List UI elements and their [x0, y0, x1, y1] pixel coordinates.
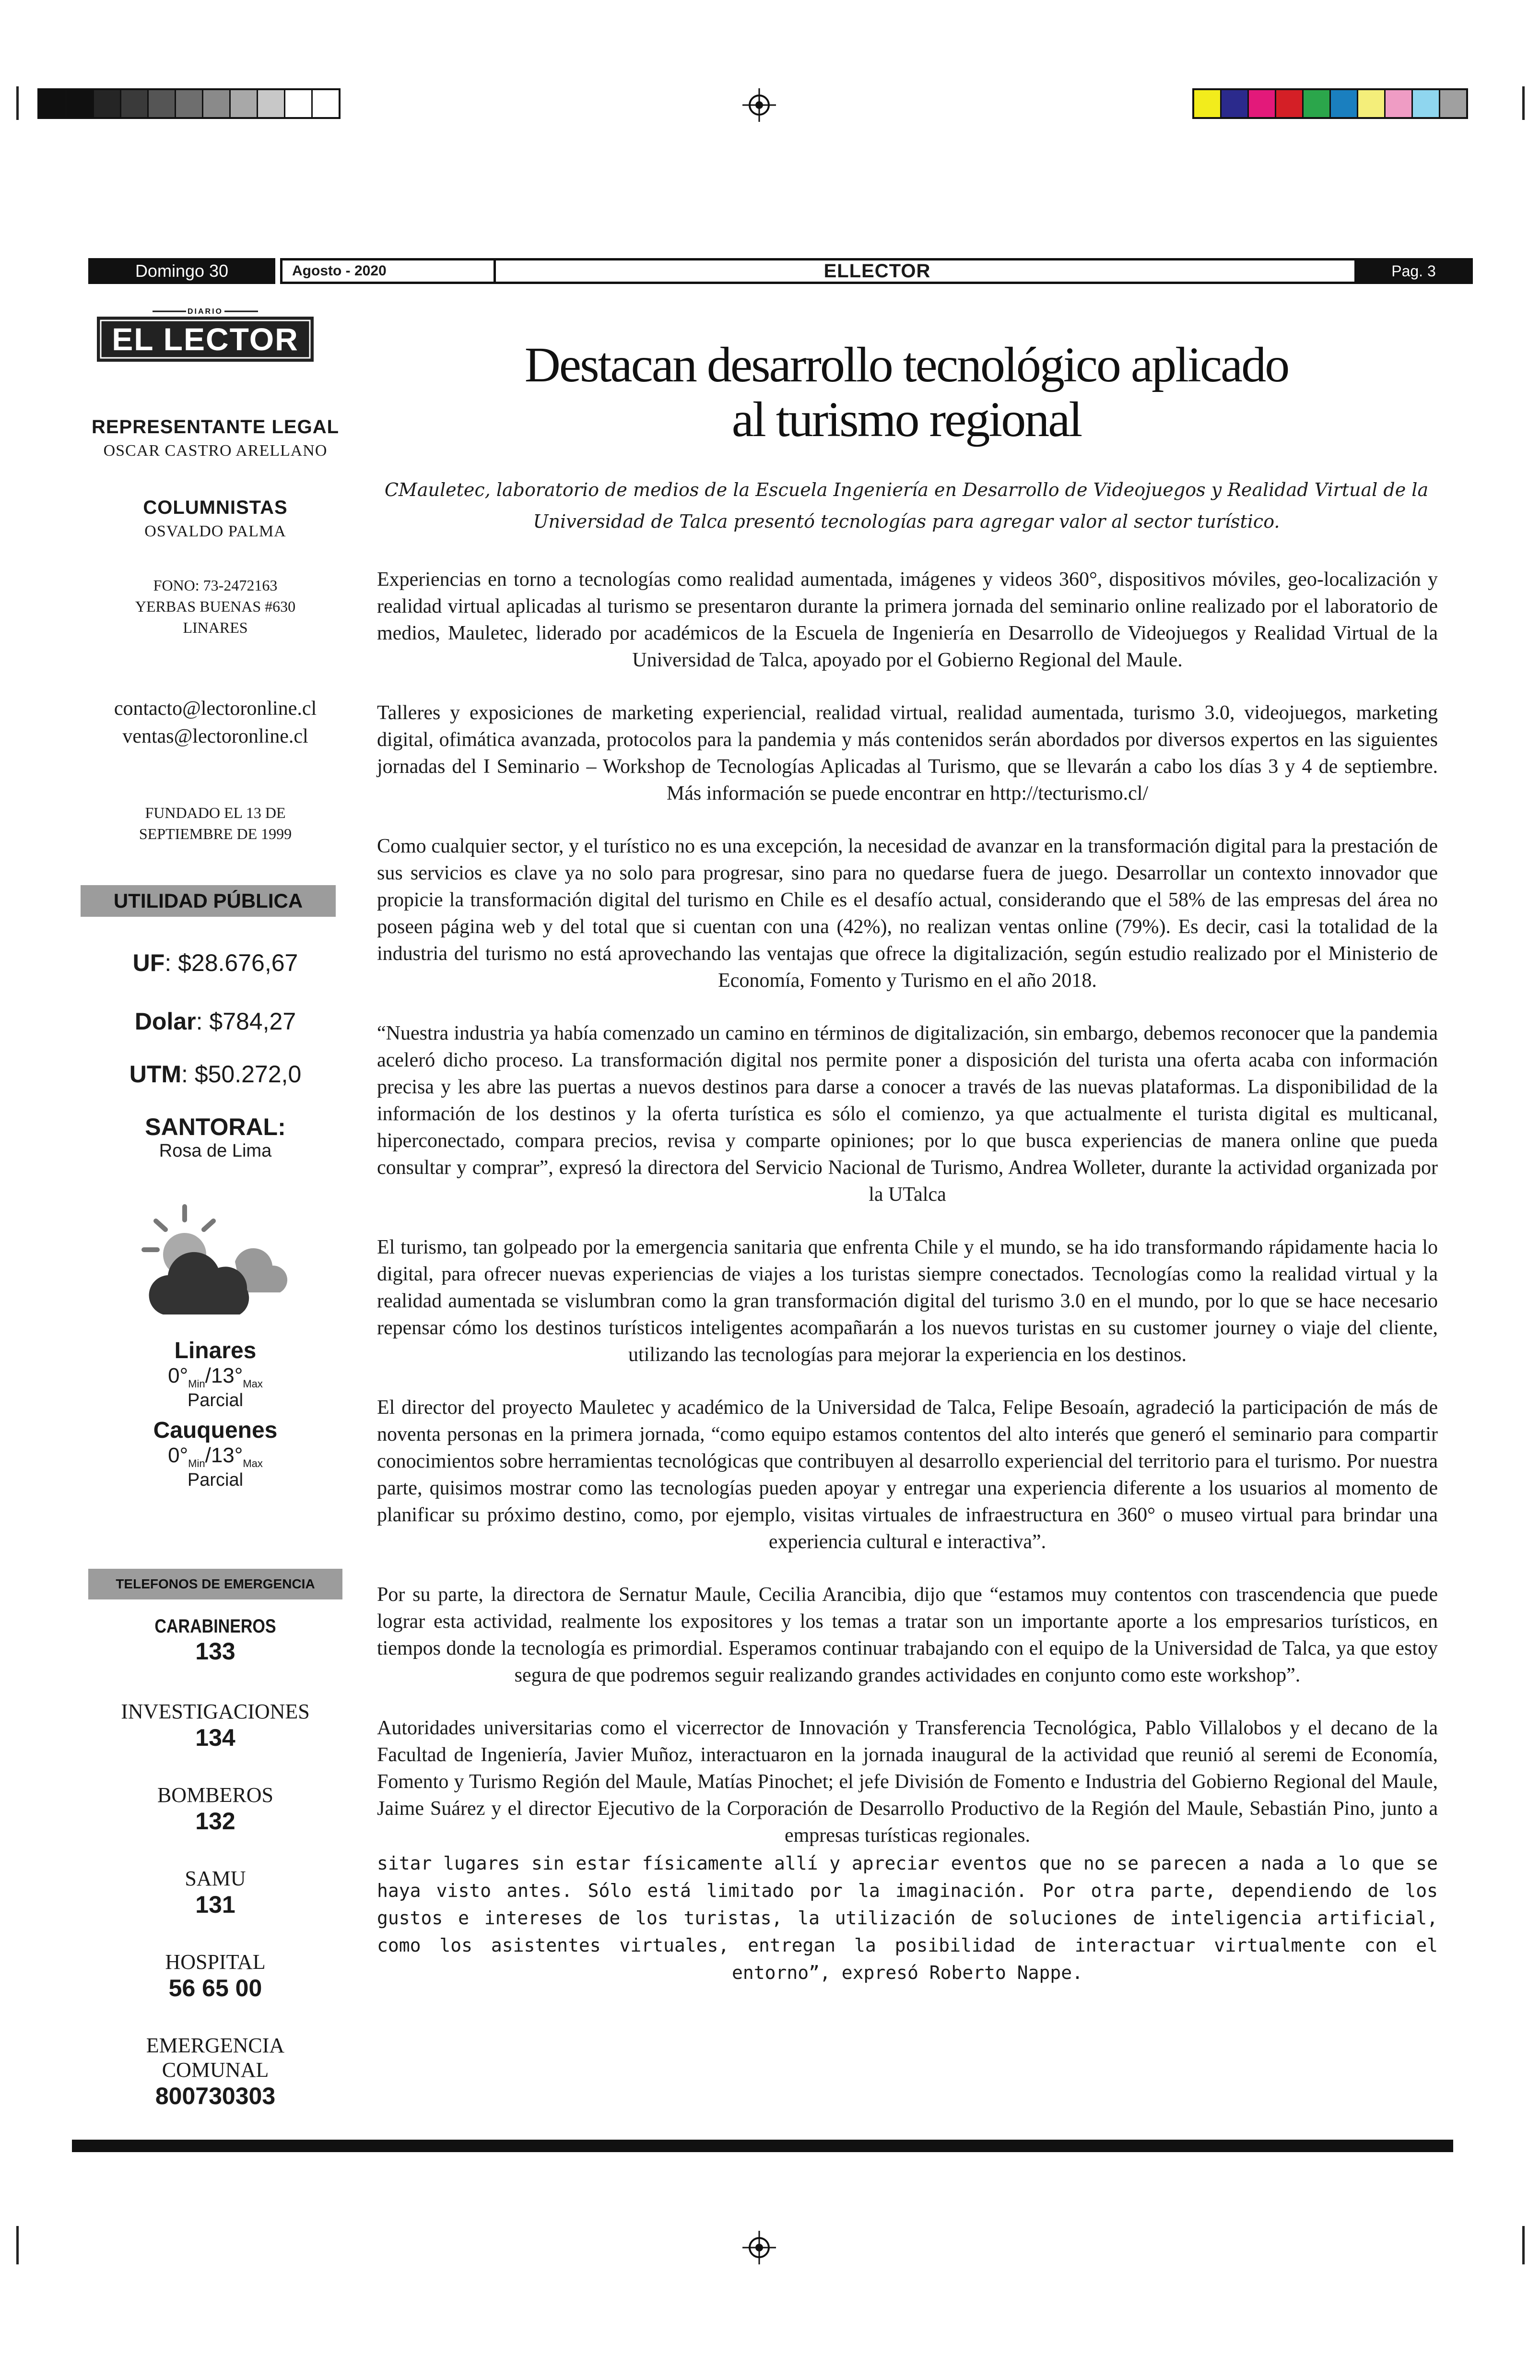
emergency-label: BOMBEROS [157, 1783, 274, 1807]
header-page-number: Pag. 3 [1354, 258, 1473, 284]
utm-rate [88, 1060, 342, 1088]
article-paragraph: El director del proyecto Mauletec y académico de la Universidad de Talca, Felipe Besoaín, agradeció la participación de más de noventa personas en la primera jornada, “como equipo estamos contentos del alto interés que generó el seminario para compartir conocimientos sobre herramientas tecnológicas que contribuyen al desarrollo experiencial del territorio para el turismo. Por nuestra parte, quisimos mostrar como las tecnologías pueden apoyar y entregar una experiencia diferente a los usuarios al momento de planificar su próximo destino, como, por ejemplo, visitas virtuales de infraestructura en 360° o museo virtual para brindar una experiencia cultural e interactiva”. [377, 1397, 1438, 1553]
article-paragraph-continuation: sitar lugares sin estar físicamente allí y apreciar eventos que no se parecen a nada a lo que se haya visto antes. Sólo está limitado por la imaginación. Por otra parte, dependiendo de los gustos e intereses de los turistas, la utilización de soluciones de inteligencia artificial, como los asistentes virtuales, entregan la posibilidad de interactuar virtualmente con el entorno”, expresó Roberto Nappe. [377, 1853, 1438, 1983]
calibration-swatch [231, 90, 258, 117]
calibration-swatch [67, 90, 94, 117]
emergency-number: 131 [195, 1891, 235, 1918]
logo-text: EL LECTOR [112, 321, 299, 357]
contact-address: YERBAS BUENAS #630 [135, 598, 296, 615]
emergency-item [88, 1866, 342, 1918]
weather-city: Linares [174, 1338, 257, 1363]
emergency-label: SAMU [185, 1867, 246, 1890]
columnist-name: OSVALDO PALMA [144, 522, 286, 540]
weather-condition: Parcial [187, 1390, 244, 1410]
contact-city: LINARES [183, 619, 248, 636]
article-paragraph: Autoridades universitarias como el vicerrector de Innovación y Transferencia Tecnológica, Pablo Villalobos y el decano de la Facultad de Ingeniería, Javier Muñoz, interactuaron en la jornada inaugural de la actividad que reunió al seremi de Economía, Fomento y Turismo Región del Maule, Matías Pinochet; el jefe División de Fomento e Industria del Gobierno Regional del Maule, Jaime Suárez y el director Ejecutivo de la Corporación de Desarrollo Productivo de la Región del Maule, Sebastián Pino, junto a empresas turísticas regionales. [377, 1717, 1438, 1847]
article-paragraph: Por su parte, la directora de Sernatur Maule, Cecilia Arancibia, dijo que “estamos muy contentos con trascendencia que puede lograr esta actividad, realmente los expositores y los temas a tratar son un importante aporte a los empresarios turísticos, en tiempos donde la tecnología es primordial. Esperamos continuar trabajando con el equipo de la Universidad de Talca, ya que estoy segura de que podremos seguir realizando grandes actividades en conjunto como este workshop”. [377, 1584, 1438, 1686]
calibration-swatch [1413, 90, 1440, 117]
partly-cloudy-weather-icon [134, 1202, 302, 1326]
header-paper-name: ELLECTOR [496, 258, 1441, 284]
article-paragraph: El turismo, tan golpeado por la emergencia sanitaria que enfrenta Chile y el mundo, se ha ido transformando rápidamente hacia lo digital, para ofrecer nuevas experiencias de viajes a los turistas siempre conectados. Tecnologías como la realidad virtual y la realidad aumentada se vislumbran como la gran transformación digital del turismo 3.0 en el mundo, por lo que se hace necesario repensar cómo los destinos turísticos inteligentes acompañarán a los nuevos turistas en su customer journey o viaje del cliente, utilizando las tecnologías para mejorar la experiencia en los destinos. [377, 1236, 1438, 1366]
emergency-item [88, 1950, 342, 2002]
emergency-number: 134 [195, 1724, 235, 1751]
el-lector-logo [95, 307, 316, 364]
header-date: Domingo 30 [88, 258, 275, 284]
article-title-line-1: Destacan desarrollo tecnológico aplicado [524, 337, 1289, 392]
dolar-label: Dolar [134, 1008, 196, 1035]
emergency-item [88, 1699, 342, 1752]
calibration-swatch [1331, 90, 1358, 117]
crop-mark-bottom-right [1522, 2226, 1525, 2264]
calibration-swatch [176, 90, 203, 117]
dolar-value: : $784,27 [196, 1008, 296, 1035]
registration-mark-icon [742, 2231, 776, 2264]
calibration-swatch [1194, 90, 1222, 117]
crop-mark-top-left [16, 86, 19, 120]
calibration-swatch [149, 90, 176, 117]
calibration-swatch [1304, 90, 1331, 117]
emergency-number: 133 [195, 1638, 235, 1665]
article-body [377, 566, 1438, 2013]
article-paragraph: “Nuestra industria ya había comenzado un camino en términos de digitalización, sin embargo, debemos reconocer que la pandemia aceleró dicho proceso. La transformación digital nos permite poner a disposición del turista una oferta acaba con información precisa y les abre las puertas a nuevos destinos para darse a conocer a través de las nuevas plataformas. La disponibilidad de la información de los destinos y la oferta turística es sólo el comienzo, ya que actualmente el turista digital es multicanal, hiperconectado, compara precios, revisa y comparte opiniones; por lo que busca experiencias de manera online que pueda consultar y comprar”, expresó la directora del Servicio Nacional de Turismo, Andrea Wolleter, durante la actividad organizada por la UTalca [377, 1022, 1438, 1206]
calibration-swatch [1249, 90, 1276, 117]
uf-label: UF [132, 949, 165, 976]
weather-linares [88, 1338, 342, 1411]
calibration-swatch [313, 90, 339, 117]
emergency-item [88, 2033, 342, 2110]
calibration-swatch [258, 90, 285, 117]
footer-rule [72, 2140, 1453, 2152]
columnists-heading: COLUMNISTAS [143, 497, 288, 518]
calibration-swatch [39, 90, 67, 117]
emergency-item [88, 1783, 342, 1835]
registration-mark-icon [742, 88, 776, 122]
emergency-phones-heading: TELEFONOS DE EMERGENCIA [88, 1569, 342, 1599]
emergency-label-line-2: COMUNAL [162, 2058, 269, 2082]
calibration-swatch [1386, 90, 1413, 117]
founded-line-2: SEPTIEMBRE DE 1999 [139, 825, 292, 842]
contact-phone: FONO: 73-2472163 [153, 577, 278, 594]
color-calibration-bar [1192, 88, 1468, 119]
grayscale-calibration-bar [37, 88, 341, 119]
article-title [422, 338, 1391, 447]
emergency-label: HOSPITAL [165, 1950, 266, 1974]
weather-temperature: $0^\circ_{Min}/13^\circ_{Max}$ [168, 1444, 263, 1469]
article-title-line-2: al turismo regional [731, 392, 1082, 447]
calibration-swatch [1276, 90, 1304, 117]
emergency-label: CARABINEROS [154, 1616, 276, 1637]
legal-representative-name: OSCAR CASTRO ARELLANO [103, 442, 328, 460]
uf-rate [88, 949, 342, 977]
article-paragraph: Talleres y exposiciones de marketing experiencial, realidad virtual, realidad aumentada, turismo 3.0, videojuegos, marketing digital, ofimática avanzada, protocolos para la pandemia y más contenidos serán abordados por diversos expertos en las siguientes jornadas del I Seminario – Workshop de Tecnologías Aplicadas al Turismo, que se llevarán a cabo los días 3 y 4 de septiembre. Más información se puede encontrar en http://tecturismo.cl/ [377, 702, 1438, 805]
calibration-swatch [285, 90, 313, 117]
logo-small-text: DIARIO [188, 308, 223, 316]
crop-mark-top-right [1522, 86, 1525, 120]
calibration-swatch [121, 90, 149, 117]
utm-label: UTM [129, 1061, 182, 1088]
weather-cauquenes [88, 1417, 342, 1491]
calibration-swatch [1440, 90, 1466, 117]
page-header-bar [88, 258, 1473, 284]
article-paragraph: Como cualquier sector, y el turístico no es una excepción, la necesidad de avanzar en la transformación digital para la prestación de sus servicios es clave ya no solo para progresar, sino para no quedarse fuera de juego. Desarrollar un contexto innovador que propicie la transformación digital del turismo en Chile es el desafío actual, considerando que el 58% de las empresas del área no poseen página web y del total que si cuentan con una (42%), no realizan ventas online (79%). Es decir, casi la totalidad de la industria del turismo no está aprovechando las ventajas que ofrece la digitalización, según estudio realizado por el Ministerio de Economía, Fomento y Turismo en el año 2018. [377, 835, 1438, 992]
emergency-number: 800730303 [155, 2083, 276, 2109]
email-contact-link[interactable]: contacto@lectoronline.cl [114, 698, 317, 720]
calibration-swatch [1222, 90, 1249, 117]
weather-temperature: $0^\circ_{Min}/13^\circ_{Max}$ [168, 1364, 263, 1390]
emergency-number: 56 65 00 [168, 1975, 262, 2001]
uf-value: : $28.676,67 [165, 949, 298, 976]
founded-line-1: FUNDADO EL 13 DE [145, 804, 286, 821]
emergency-number: 132 [195, 1808, 235, 1835]
weather-condition: Parcial [187, 1469, 244, 1490]
calibration-swatch [1358, 90, 1386, 117]
emergency-item [88, 1616, 342, 1665]
utility-heading: UTILIDAD PÚBLICA [81, 885, 336, 917]
crop-mark-bottom-left [16, 2226, 19, 2264]
calibration-swatch [203, 90, 231, 117]
article-lead: CMauletec, laboratorio de medios de la Escuela Ingeniería en Desarrollo de Videojuegos y Realidad Virtual de la Universidad de Talca presentó tecnologías para agregar valor al sector turístico. [384, 479, 1429, 532]
emergency-label: EMERGENCIA [146, 2034, 285, 2057]
dolar-rate [88, 1007, 342, 1035]
email-sales-link[interactable]: ventas@lectoronline.cl [122, 725, 308, 747]
utm-value: : $50.272,0 [181, 1061, 302, 1088]
weather-city: Cauquenes [153, 1418, 278, 1443]
calibration-swatch [94, 90, 121, 117]
legal-representative-heading: REPRESENTANTE LEGAL [91, 416, 340, 438]
emergency-label: INVESTIGACIONES [121, 1700, 310, 1723]
header-month: Agosto - 2020 [280, 258, 496, 284]
article-paragraph: Experiencias en torno a tecnologías como realidad aumentada, imágenes y videos 360°, dispositivos móviles, geo-localización y realidad virtual aplicadas al turismo se presentaron durante la primera jornada del seminario online realizado por el laboratorio de medios, Mauletec, liderado por académicos de la Escuela de Ingeniería en Desarrollo de Videojuegos y Realidad Virtual de la Universidad de Talca, apoyado por el Gobierno Regional del Maule. [377, 568, 1438, 671]
santoral-heading: SANTORAL: [145, 1113, 286, 1140]
santoral-value: Rosa de Lima [159, 1141, 272, 1161]
